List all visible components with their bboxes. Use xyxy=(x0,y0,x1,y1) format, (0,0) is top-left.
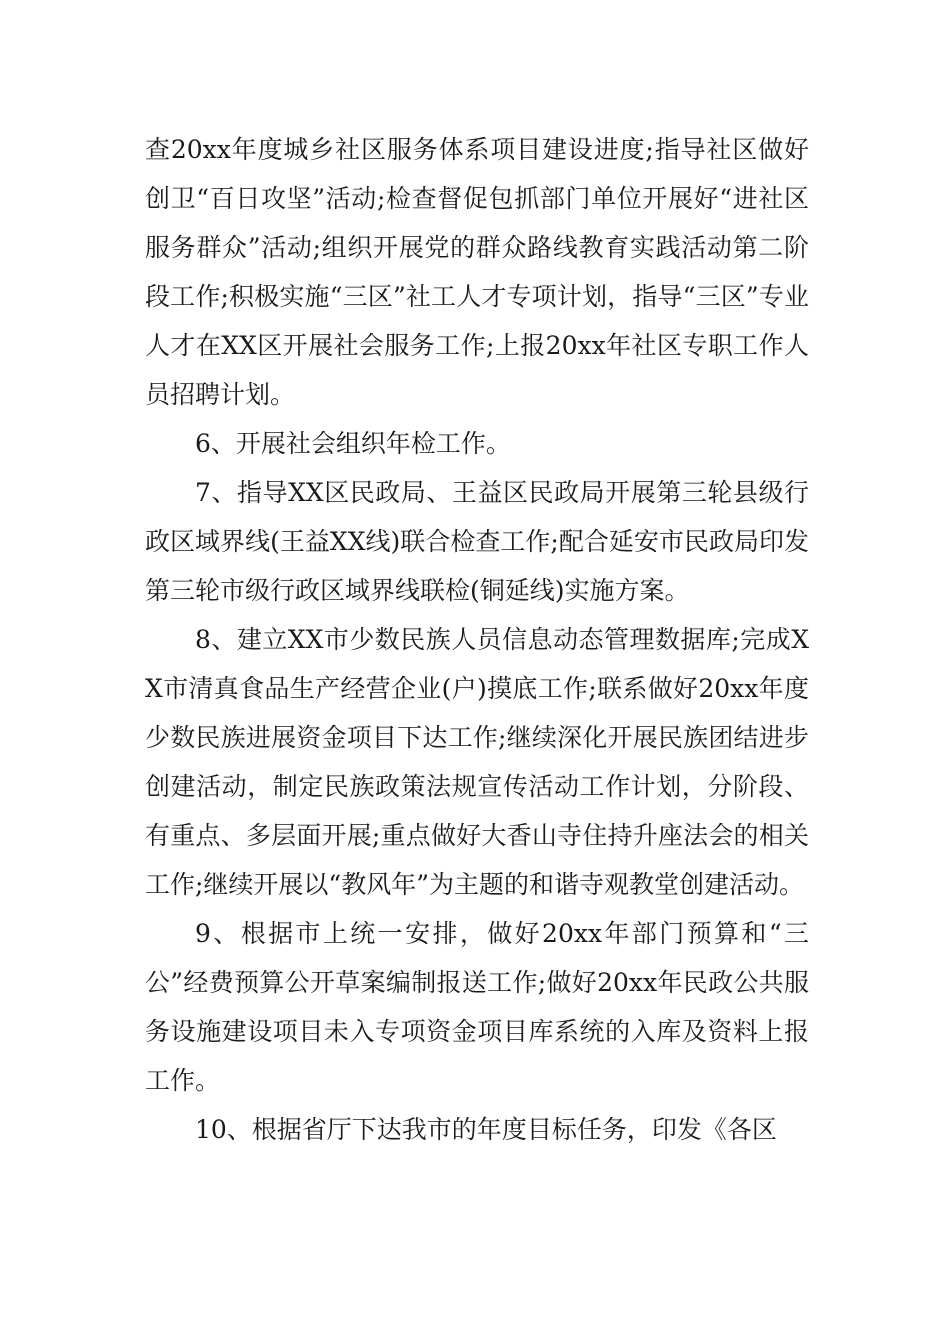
document-body xyxy=(145,125,809,1154)
paragraph-item-8: 8、建立XX市少数民族人员信息动态管理数据库;完成XX市清真食品生产经营企业(户)摸底工作;联系做好20xx年度少数民族进展资金项目下达工作;继续深化开展民族团结进步创建活动，制定民族政策法规宣传活动工作计划，分阶段、有重点、多层面开展;重点做好大香山寺住持升座法会的相关工作;继续开展以“教风年”为主题的和谐寺观教堂创建活动。 xyxy=(145,625,809,899)
paragraph-item-10: 10、根据省厅下达我市的年度目标任务，印发《各区 xyxy=(195,1115,777,1144)
paragraph-item-6: 6、开展社会组织年检工作。 xyxy=(195,429,511,458)
paragraph-continued: 查20xx年度城乡社区服务体系项目建设进度;指导社区做好创卫“百日攻坚”活动;检查督促包抓部门单位开展好“进社区服务群众”活动;组织开展党的群众路线教育实践活动第二阶段工作;积极实施“三区”社工人才专项计划，指导“三区”专业人才在XX区开展社会服务工作;上报20xx年社区专职工作人员招聘计划。 xyxy=(145,135,809,409)
paragraph-item-9: 9、根据市上统一安排，做好20xx年部门预算和“三公”经费预算公开草案编制报送工作;做好20xx年民政公共服务设施建设项目未入专项资金项目库系统的入库及资料上报工作。 xyxy=(145,919,809,1095)
paragraph-item-7: 7、指导XX区民政局、王益区民政局开展第三轮县级行政区域界线(王益XX线)联合检查工作;配合延安市民政局印发第三轮市级行政区域界线联检(铜延线)实施方案。 xyxy=(145,478,809,605)
